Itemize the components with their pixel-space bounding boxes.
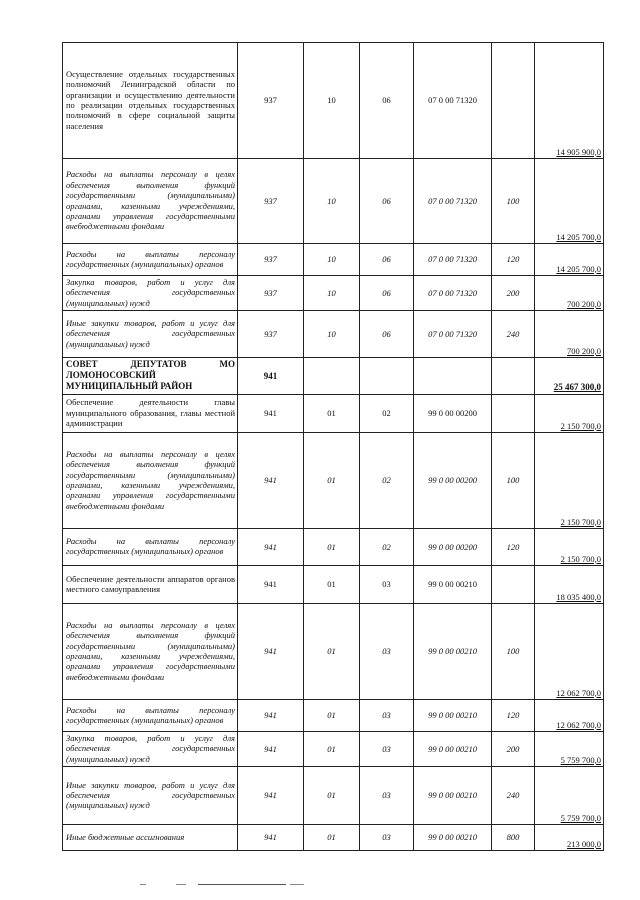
cell-target-article: 99 0 00 00210 [414, 825, 492, 851]
cell-grbs-code: 937 [238, 276, 304, 311]
cell-amount: 14 205 700,0 [535, 244, 604, 276]
cell-expense-type: 100 [492, 159, 535, 244]
table-row [63, 528, 604, 565]
cell-subsection-code: 03 [360, 565, 414, 603]
cell-amount: 700 200,0 [535, 276, 604, 311]
cell-expense-type [492, 565, 535, 603]
cell-section-code: 01 [304, 699, 360, 731]
cell-target-article: 99 0 00 00200 [414, 528, 492, 565]
row-description: Иные закупки товаров, работ и услуг для обеспечения государственных (муниципальных) нужд [63, 767, 238, 825]
cell-amount: 12 062 700,0 [535, 699, 604, 731]
budget-table-body [63, 43, 604, 851]
cell-target-article: 99 0 00 00200 [414, 394, 492, 432]
cell-grbs-code: 937 [238, 311, 304, 358]
cell-amount: 5 759 700,0 [535, 767, 604, 825]
cell-grbs-code: 941 [238, 528, 304, 565]
cell-expense-type: 240 [492, 311, 535, 358]
cell-subsection-code [360, 358, 414, 395]
cell-grbs-code: 941 [238, 731, 304, 766]
cell-expense-type: 120 [492, 244, 535, 276]
cell-grbs-code: 941 [238, 565, 304, 603]
cell-section-code: 01 [304, 603, 360, 699]
row-description: Обеспечение деятельности аппаратов органов местного самоуправления [63, 565, 238, 603]
cell-target-article [414, 358, 492, 395]
table-row [63, 311, 604, 358]
table-row [63, 159, 604, 244]
cell-amount: 2 150 700,0 [535, 528, 604, 565]
cell-grbs-code: 937 [238, 43, 304, 159]
cell-section-code: 01 [304, 767, 360, 825]
table-row [63, 358, 604, 395]
cell-expense-type: 100 [492, 603, 535, 699]
cell-amount: 700 200,0 [535, 311, 604, 358]
table-row [63, 825, 604, 851]
cell-amount: 2 150 700,0 [535, 394, 604, 432]
cell-grbs-code: 941 [238, 432, 304, 528]
cell-subsection-code: 03 [360, 767, 414, 825]
cell-expense-type [492, 43, 535, 159]
cell-subsection-code: 06 [360, 159, 414, 244]
cell-amount: 12 062 700,0 [535, 603, 604, 699]
cell-subsection-code: 02 [360, 432, 414, 528]
table-row [63, 565, 604, 603]
cell-grbs-code: 941 [238, 699, 304, 731]
cell-section-code: 01 [304, 394, 360, 432]
cell-amount: 5 759 700,0 [535, 731, 604, 766]
cell-subsection-code: 03 [360, 603, 414, 699]
table-row [63, 394, 604, 432]
row-description: Осуществление отдельных государственных полномочий Ленинградской области по организации и осуществлению деятельности по реализации отдельных государственных полномочий в сфере социальной защиты населения [63, 43, 238, 159]
cell-subsection-code: 02 [360, 394, 414, 432]
cell-grbs-code: 941 [238, 394, 304, 432]
cell-target-article: 99 0 00 00210 [414, 565, 492, 603]
cell-section-code: 10 [304, 159, 360, 244]
table-row [63, 43, 604, 159]
cell-target-article: 99 0 00 00210 [414, 731, 492, 766]
row-description: Иные закупки товаров, работ и услуг для обеспечения государственных (муниципальных) нужд [63, 311, 238, 358]
table-row [63, 244, 604, 276]
cell-grbs-code: 937 [238, 159, 304, 244]
cell-expense-type: 120 [492, 528, 535, 565]
cell-section-code: 01 [304, 565, 360, 603]
row-description: Расходы на выплаты персоналу в целях обеспечения выполнения функций государственными (муниципальными) органами, казенными учреждениями, органами управления государственными внебюджетными фондами [63, 432, 238, 528]
cell-target-article: 99 0 00 00210 [414, 603, 492, 699]
cell-target-article: 07 0 00 71320 [414, 159, 492, 244]
cell-section-code: 10 [304, 244, 360, 276]
row-description: Закупка товаров, работ и услуг для обеспечения государственных (муниципальных) нужд [63, 731, 238, 766]
table-row [63, 731, 604, 766]
cell-section-code: 10 [304, 43, 360, 159]
cell-amount: 14 205 700,0 [535, 159, 604, 244]
cell-subsection-code: 03 [360, 731, 414, 766]
cell-grbs-code: 941 [238, 767, 304, 825]
cell-subsection-code: 06 [360, 276, 414, 311]
cell-target-article: 99 0 00 00210 [414, 699, 492, 731]
cell-expense-type: 100 [492, 432, 535, 528]
cell-grbs-code: 941 [238, 825, 304, 851]
cell-subsection-code: 03 [360, 699, 414, 731]
cell-expense-type: 240 [492, 767, 535, 825]
cell-target-article: 07 0 00 71320 [414, 276, 492, 311]
cell-section-code: 01 [304, 825, 360, 851]
cell-grbs-code: 937 [238, 244, 304, 276]
row-description: Иные бюджетные ассигнования [63, 825, 238, 851]
cell-amount: 18 035 400,0 [535, 565, 604, 603]
cell-subsection-code: 06 [360, 43, 414, 159]
cell-amount: 2 150 700,0 [535, 432, 604, 528]
row-description: СОВЕТ ДЕПУТАТОВ МО ЛОМОНОСОВСКИЙ МУНИЦИПАЛЬНЫЙ РАЙОН [63, 358, 238, 395]
cell-grbs-code: 941 [238, 603, 304, 699]
row-description: Расходы на выплаты персоналу в целях обеспечения выполнения функций государственными (муниципальными) органами, казенными учреждениями, органами управления государственными внебюджетными фондами [63, 159, 238, 244]
row-description: Закупка товаров, работ и услуг для обеспечения государственных (муниципальных) нужд [63, 276, 238, 311]
cell-section-code: 01 [304, 432, 360, 528]
cell-target-article: 99 0 00 00210 [414, 767, 492, 825]
row-description: Расходы на выплаты персоналу государственных (муниципальных) органов [63, 699, 238, 731]
page-bottom-marks [140, 884, 340, 888]
cell-target-article: 07 0 00 71320 [414, 244, 492, 276]
cell-expense-type [492, 394, 535, 432]
budget-table [62, 42, 604, 851]
row-description: Расходы на выплаты персоналу государственных (муниципальных) органов [63, 244, 238, 276]
cell-grbs-code: 941 [238, 358, 304, 395]
cell-target-article: 07 0 00 71320 [414, 43, 492, 159]
table-row [63, 699, 604, 731]
cell-section-code: 10 [304, 311, 360, 358]
cell-expense-type [492, 358, 535, 395]
table-row [63, 603, 604, 699]
row-description: Расходы на выплаты персоналу в целях обеспечения выполнения функций государственными (муниципальными) органами, казенными учреждениями, органами управления государственными внебюджетными фондами [63, 603, 238, 699]
cell-section-code [304, 358, 360, 395]
cell-expense-type: 800 [492, 825, 535, 851]
cell-subsection-code: 06 [360, 311, 414, 358]
cell-section-code: 01 [304, 528, 360, 565]
row-description: Расходы на выплаты персоналу государственных (муниципальных) органов [63, 528, 238, 565]
cell-expense-type: 200 [492, 276, 535, 311]
cell-target-article: 07 0 00 71320 [414, 311, 492, 358]
cell-section-code: 10 [304, 276, 360, 311]
cell-subsection-code: 03 [360, 825, 414, 851]
cell-amount: 25 467 300,0 [535, 358, 604, 395]
cell-target-article: 99 0 00 00200 [414, 432, 492, 528]
cell-subsection-code: 02 [360, 528, 414, 565]
cell-expense-type: 200 [492, 731, 535, 766]
table-row [63, 767, 604, 825]
row-description: Обеспечение деятельности главы муниципального образования, главы местной администрации [63, 394, 238, 432]
table-row [63, 432, 604, 528]
table-row [63, 276, 604, 311]
cell-section-code: 01 [304, 731, 360, 766]
cell-amount: 14 905 900,0 [535, 43, 604, 159]
cell-amount: 213 000,0 [535, 825, 604, 851]
cell-subsection-code: 06 [360, 244, 414, 276]
cell-expense-type: 120 [492, 699, 535, 731]
